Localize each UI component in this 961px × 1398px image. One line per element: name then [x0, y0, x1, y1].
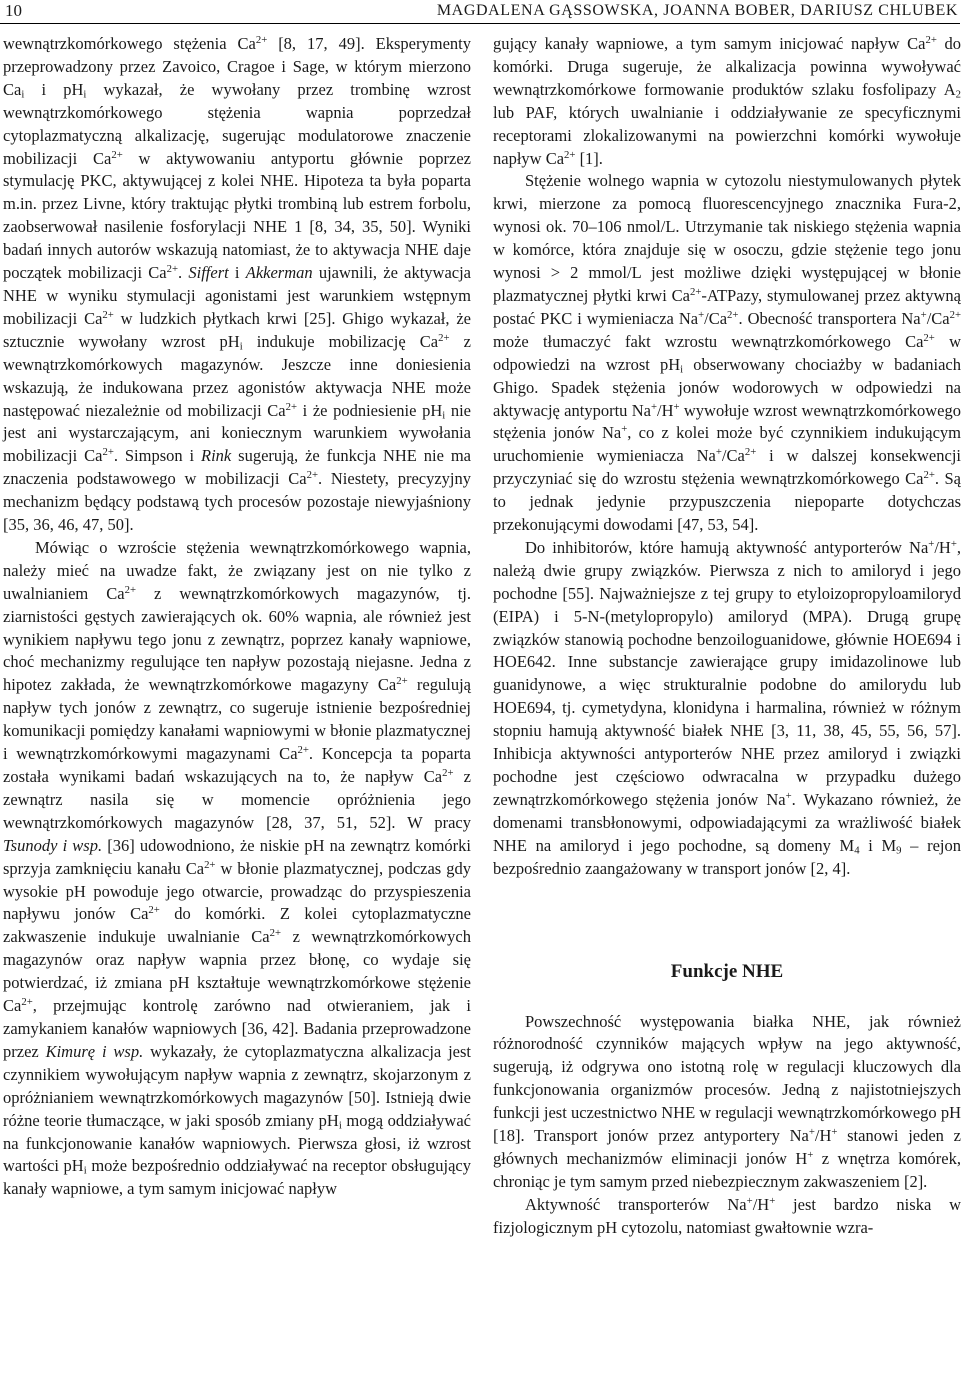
paragraph: Aktywność transporterów Na+/H+ jest bardzo niska w fizjologicznym pH cytozolu, natomiast gwałtownie wzra-: [493, 1194, 961, 1237]
paragraph: wewnątrzkomórkowego stężenia $Ca^{2+}$ [8, 17, 49]. Eksperymenty przeprowadzony przez Zavoico, Cragoe i Sage, w którym mierzono $Ca_i$ i $pH_i$ wykazał, że wywołany przez trombinę wzrost wewnątrzkomórkowego stężenia wapnia poprzedzał cytoplazmatyczną alkalizację, sugerując modulatorowe znaczenie mobilizacji $Ca^{2+}$ w aktywowaniu antyportu głównie poprzez stymulację PKC, aktywującej z kolei NHE. Hipoteza ta była poparta m.in. przez Livne, który traktując płytki trombiną lub estrem forbolu, zaobserwował nasilenie fosforylacji NHE 1 [8, 34, 35, 50]. Wyniki badań innych autorów wskazują natomiast, że to aktywacja NHE daje początek mobilizacji $Ca^{2+}$. Siffert i Akkerman ujawnili, że aktywacja NHE w wyniku stymulacji agonistami jest warunkiem wstępnym mobilizacji $Ca^{2+}$ w ludzkich płytkach krwi [25]. Ghigo wykazał, że sztucznie wywołany wzrost $pH_i$ indukuje mobilizację $Ca^{2+}$ z wewnątrzkomórkowych magazynów. Jeszcze inne doniesienia wskazują, że indukowana przez agonistów aktywacja NHE może następować niezależnie od mobilizacji $Ca^{2+}$ i że podniesienie $pH_i$ nie jest ani wystarczającym, ani koniecznym warunkiem wywołania mobilizacji $Ca^{2+}$. Simpson i Rink sugerują, że funkcja NHE nie ma znaczenia podstawowego w mobilizacji $Ca^{2+}$. Niestety, precyzyjny mechanizm będący podstawą tych procesów pozostaje niewyjaśniony [35, 36, 46, 47, 50].: [3, 34, 471, 535]
left-column: [3, 33, 471, 1395]
paragraph: gujący kanały wapniowe, a tym samym inicjować napływ $Ca^{2+}$ do komórki. Druga sugeruje, że alkalizacja powinna wywoływać wewnątrzkomórkowe formowanie produktów szlaku fosfolipazy $A_2$ lub PAF, których uwalnianie i oddziaływanie ze specyficznymi receptorami zlokalizowanymi na powierzchni komórki wywołuje napływ $Ca^{2+}$ [1].: [493, 34, 961, 168]
paragraph: Do inhibitorów, które hamują aktywność antyporterów Na+/H+, należą dwie grupy związków. Pierwsza z nich to amiloryd i jego pochodne [55]. Najważniejsze z tej grupy to etyloizopropyloamiloryd (EIPA) i 5-N-(metylopropylo) amiloryd (MPA). Drugą grupę związków stanowią pochodne benzoiloguanidowe, głównie HOE694 i HOE642. Inne substancje zawierające grupy imidazolinowe lub guanidynowe, a więc strukturalnie podobne do amilorydu lub HOE694, tj. cymetydyna, klonidyna i harmalina, również w różnym stopniu hamują aktywność białek NHE [3, 11, 38, 45, 55, 56, 57]. Inhibicja aktywności antyporterów NHE przez amiloryd i związki pochodne jest częściowo odwracalna w przypadku dużego zewnątrzkomórkowego stężenia jonów Na+. Wykazano również, że domenami transbłonowymi, odpowiadającymi za wrażliwość białek NHE na amiloryd i jego pochodne, są domeny $M_4$ i $M_9$ – rejon bezpośrednio zaangażowany w transport jonów [2, 4].: [493, 537, 961, 878]
running-head-authors: MAGDALENA GĄSSOWSKA, JOANNA BOBER, DARIUSZ CHLUBEK: [436, 2, 958, 19]
paragraph: Mówiąc o wzroście stężenia wewnątrzkomórkowego wapnia, należy mieć na uwadze fakt, że związany jest on nie tylko z uwalnianiem $Ca^{2+}$ z wewnątrzkomórkowych magazynów, tj. ziarnistości gęstych zawierających ok. 60% wapnia, ale również jest wynikiem napływu tego jonu z zewnątrz, poprzez kanały wapniowe, choć mechanizmy regulujące ten napływ pozostają niejasne. Jedna z hipotez zakłada, że wewnątrzkomórkowe magazyny $Ca^{2+}$ regulują napływ tych jonów z zewnątrz, co sugeruje istnienie bezpośredniej komunikacji pomiędzy kanałami wapniowymi w błonie plazmatycznej i wewnątrzkomórkowymi magazynami $Ca^{2+}$. Koncepcja ta poparta została wynikami badań wskazujących na to, że napływ $Ca^{2+}$ z zewnątrz nasila się w momencie opróżnienia jego wewnątrzkomórkowych magazynów [28, 37, 51, 52]. W pracy Tsunody i wsp. [36] udowodniono, że niskie pH na zewnątrz komórki sprzyja zamknięciu kanału $Ca^{2+}$ w błonie plazmatycznej, podczas gdy wysokie pH powoduje jego otwarcie, prowadząc do przyspieszenia napływu jonów $Ca^{2+}$ do komórki. Z kolei cytoplazmatyczne zakwaszenie indukuje uwalnianie $Ca^{2+}$ z wewnątrzkomórkowych magazynów oraz napływ wapnia przez błonę, co wydaje się potwierdzać, iż zmiana pH kształtuje wewnątrzkomórkowe stężenie $Ca^{2+}$, przejmując kontrolę zarówno nad otwieraniem, jak i zamykaniem kanałów wapniowych [36, 42]. Badania przeprowadzone przez Kimurę i wsp. wykazały, że cytoplazmatyczna alkalizacja jest czynnikiem wywołującym napływ wapnia z zewnątrz, skojarzonym z opróżnianiem wewnątrzkomórkowych magazynów [50]. Istnieją dwie różne teorie tłumaczące, w jaki sposób zmiany $pH_i$ mogą oddziaływać na funkcjonowanie kanałów wapniowych. Pierwsza głosi, iż wzrost wartości $pH_i$ może bezpośrednio oddziaływać na receptor obsługujący kanały wapniowe, a tym samym inicjować napływ: [3, 537, 472, 1199]
page-header: [0, 0, 960, 24]
right-column: [493, 33, 961, 1395]
right-column-top: [493, 33, 961, 881]
right-column-bottom: [493, 1011, 961, 1240]
section-heading: Funkcje NHE: [670, 960, 784, 982]
page-number: 10: [5, 1, 22, 20]
header-rule: [0, 23, 960, 24]
paragraph: Powszechność występowania białka NHE, jak również różnorodność czynników mających wpływ na jego aktywność, sugerują, iż odgrywa ono istotną rolę w regulacji kluczowych dla funkcjonowania organizmów procesów. Jedną z najistotniejszych funkcji jest uczestnictwo NHE w regulacji wewnątrzkomórkowego pH [18]. Transport jonów przez antyportery Na+/H+ stanowi jeden z głównych mechanizmów eliminacji jonów H+ z wnętrza komórek, chroniąc je tym samym przed niebezpiecznym zakwaszeniem [2].: [493, 1011, 961, 1191]
paragraph: Stężenie wolnego wapnia w cytozolu niestymulowanych płytek krwi, mierzone za pomocą fluorescencyjnego znacznika Fura-2, wynosi ok. 70–106 nmol/L. Utrzymanie tak niskiego stężenia wapnia w komórce, która znajduje się w osoczu, gdzie stężenie tego jonu wynosi > 2 mmol/L jest możliwe dzięki występującej w błonie plazmatycznej płytki krwi $Ca^{2+}$-ATPazy, stymulowanej przez aktywną postać PKC i wymieniacza $Na^+/Ca^{2+}$. Obecność transportera $Na^+/Ca^{2+}$ może tłumaczyć fakt wzrostu wewnątrzkomórkowego $Ca^{2+}$ w odpowiedzi na wzrost $pH_i$ obserwowany chociażby w badaniach Ghigo. Spadek stężenia jonów wodorowych w odpowiedzi na aktywację antyportu Na+/H+ wywołuje wzrost wewnątrzkomórkowego stężenia jonów Na+, co z kolei może być czynnikiem indukującym uruchomienie wymieniacza $Na^+/Ca^{2+}$ i w dalszej konsekwencji przyczyniać się do wzrostu stężenia wewnątrzkomórkowego $Ca^{2+}$. Są to jednak jedynie przypuszczenia niepoparte dotychczas przekonującymi dowodami [47, 53, 54].: [493, 171, 961, 535]
